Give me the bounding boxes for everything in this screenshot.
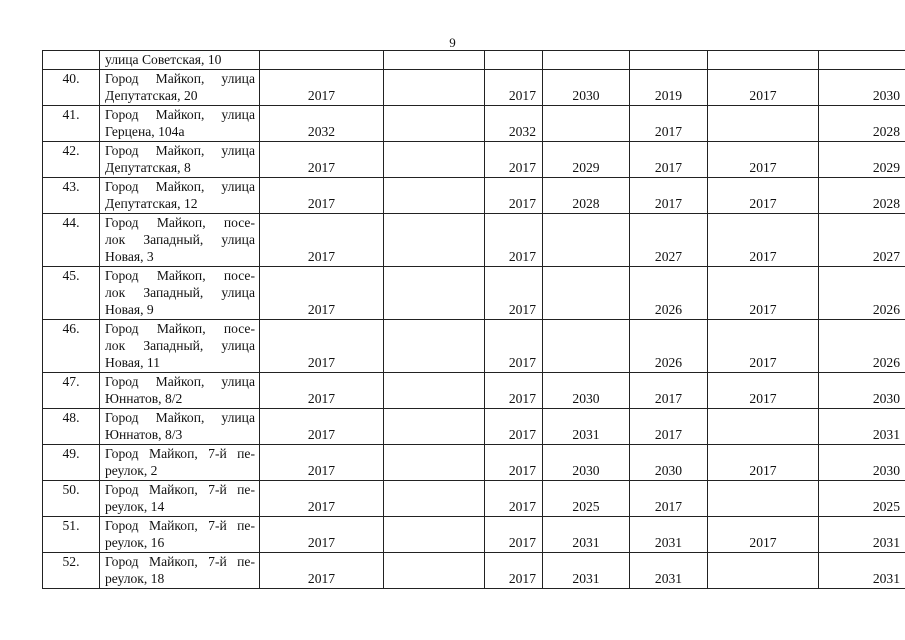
value-cell-c5: 2017 — [630, 373, 708, 409]
address-line: Город Майкоп, посе- — [105, 321, 255, 336]
value-cell-c6: 2017 — [708, 142, 819, 178]
value-cell-c6: 2017 — [708, 373, 819, 409]
address-line: Город Майкоп, улица — [105, 374, 255, 389]
value-cell-c2 — [384, 70, 485, 106]
value-cell-c1: 2017 — [260, 481, 384, 517]
address-line: Юннатов, 8/3 — [105, 427, 183, 442]
value-cell-c1: 2017 — [260, 445, 384, 481]
value-cell-c2 — [384, 373, 485, 409]
value-cell-c7: 2028 — [819, 106, 905, 142]
table-row — [43, 70, 905, 106]
table-row — [43, 51, 905, 70]
row-number-cell — [43, 51, 100, 70]
address-line: реулок, 14 — [105, 499, 165, 514]
value-cell-c3: 2017 — [485, 481, 543, 517]
row-number-cell: 43. — [43, 178, 100, 214]
row-number-cell: 52. — [43, 553, 100, 589]
value-cell-c1: 2017 — [260, 517, 384, 553]
value-cell-c1: 2017 — [260, 214, 384, 267]
address-cell — [100, 51, 260, 70]
value-cell-c1: 2017 — [260, 142, 384, 178]
value-cell-c4: 2031 — [543, 553, 630, 589]
value-cell-c2 — [384, 320, 485, 373]
address-cell — [100, 70, 260, 106]
value-cell-c6 — [708, 409, 819, 445]
value-cell-c6 — [708, 106, 819, 142]
value-cell-c4 — [543, 214, 630, 267]
address-line: Депутатская, 8 — [105, 160, 191, 175]
address-cell — [100, 373, 260, 409]
value-cell-c6 — [708, 553, 819, 589]
value-cell-c2 — [384, 178, 485, 214]
address-cell — [100, 106, 260, 142]
address-cell — [100, 214, 260, 267]
table-body — [43, 51, 905, 589]
value-cell-c7: 2029 — [819, 142, 905, 178]
table-row — [43, 267, 905, 320]
address-line: Город Майкоп, 7-й пе- — [105, 518, 255, 533]
value-cell-c7: 2030 — [819, 445, 905, 481]
address-line: Герцена, 104а — [105, 124, 185, 139]
value-cell-c4: 2029 — [543, 142, 630, 178]
value-cell-c3: 2017 — [485, 214, 543, 267]
value-cell-c4: 2030 — [543, 373, 630, 409]
value-cell-c1: 2032 — [260, 106, 384, 142]
value-cell-c2 — [384, 517, 485, 553]
address-line: Город Майкоп, улица — [105, 143, 255, 158]
value-cell-c3: 2017 — [485, 445, 543, 481]
value-cell-c5: 2017 — [630, 178, 708, 214]
address-line: Город Майкоп, 7-й пе- — [105, 482, 255, 497]
table-row — [43, 373, 905, 409]
table-row — [43, 517, 905, 553]
value-cell-c5: 2017 — [630, 481, 708, 517]
value-cell-c3: 2032 — [485, 106, 543, 142]
value-cell-c6: 2017 — [708, 320, 819, 373]
address-line: реулок, 16 — [105, 535, 165, 550]
address-cell — [100, 553, 260, 589]
value-cell-c3: 2017 — [485, 409, 543, 445]
address-line: реулок, 2 — [105, 463, 158, 478]
value-cell-c7: 2030 — [819, 70, 905, 106]
table-row — [43, 445, 905, 481]
value-cell-c2 — [384, 409, 485, 445]
address-cell — [100, 178, 260, 214]
value-cell-c4: 2030 — [543, 70, 630, 106]
address-line: Город Майкоп, улица — [105, 410, 255, 425]
value-cell-c2 — [384, 267, 485, 320]
address-cell — [100, 517, 260, 553]
row-number-cell: 44. — [43, 214, 100, 267]
value-cell-c5: 2027 — [630, 214, 708, 267]
address-line: реулок, 18 — [105, 571, 165, 586]
value-cell-c5: 2026 — [630, 267, 708, 320]
row-number-cell: 47. — [43, 373, 100, 409]
address-line: Депутатская, 20 — [105, 88, 198, 103]
value-cell-c4 — [543, 267, 630, 320]
value-cell-c2 — [384, 214, 485, 267]
value-cell-c1: 2017 — [260, 320, 384, 373]
value-cell-c3: 2017 — [485, 267, 543, 320]
value-cell-c3: 2017 — [485, 142, 543, 178]
value-cell-c2 — [384, 481, 485, 517]
value-cell-c6: 2017 — [708, 445, 819, 481]
value-cell-c6: 2017 — [708, 214, 819, 267]
address-cell — [100, 320, 260, 373]
value-cell — [543, 51, 630, 70]
row-number-cell: 51. — [43, 517, 100, 553]
value-cell — [485, 51, 543, 70]
value-cell-c6: 2017 — [708, 178, 819, 214]
address-line: Юннатов, 8/2 — [105, 391, 183, 406]
row-number-cell: 46. — [43, 320, 100, 373]
value-cell-c7: 2026 — [819, 320, 905, 373]
value-cell-c2 — [384, 553, 485, 589]
table-row — [43, 214, 905, 267]
value-cell-c4 — [543, 320, 630, 373]
value-cell-c4: 2031 — [543, 517, 630, 553]
table-row — [43, 178, 905, 214]
address-cell — [100, 481, 260, 517]
address-line: Город Майкоп, улица — [105, 71, 255, 86]
value-cell-c3: 2017 — [485, 70, 543, 106]
row-number-cell: 41. — [43, 106, 100, 142]
value-cell-c3: 2017 — [485, 553, 543, 589]
value-cell-c7: 2025 — [819, 481, 905, 517]
row-number-cell: 48. — [43, 409, 100, 445]
address-cell — [100, 142, 260, 178]
value-cell-c7: 2026 — [819, 267, 905, 320]
value-cell-c4 — [543, 106, 630, 142]
address-cell — [100, 267, 260, 320]
value-cell-c6: 2017 — [708, 517, 819, 553]
value-cell-c5: 2017 — [630, 106, 708, 142]
value-cell-c5: 2031 — [630, 553, 708, 589]
value-cell-c5: 2030 — [630, 445, 708, 481]
address-line: Депутатская, 12 — [105, 196, 198, 211]
address-line: лок Западный, улица — [105, 232, 255, 247]
address-line: Город Майкоп, 7-й пе- — [105, 446, 255, 461]
value-cell-c1: 2017 — [260, 267, 384, 320]
value-cell — [630, 51, 708, 70]
address-line: Город Майкоп, 7-й пе- — [105, 554, 255, 569]
table-row — [43, 409, 905, 445]
row-number-cell: 40. — [43, 70, 100, 106]
value-cell-c3: 2017 — [485, 320, 543, 373]
value-cell-c4: 2025 — [543, 481, 630, 517]
value-cell-c4: 2030 — [543, 445, 630, 481]
value-cell — [708, 51, 819, 70]
value-cell-c3: 2017 — [485, 517, 543, 553]
value-cell-c1: 2017 — [260, 178, 384, 214]
row-number-cell: 50. — [43, 481, 100, 517]
value-cell-c6 — [708, 481, 819, 517]
value-cell-c3: 2017 — [485, 373, 543, 409]
address-line: Новая, 9 — [105, 302, 154, 317]
address-line: Город Майкоп, посе- — [105, 215, 255, 230]
value-cell-c7: 2031 — [819, 553, 905, 589]
address-line: Город Майкоп, улица — [105, 107, 255, 122]
address-line: Город Майкоп, улица — [105, 179, 255, 194]
address-line: лок Западный, улица — [105, 285, 255, 300]
address-line: Город Майкоп, посе- — [105, 268, 255, 283]
value-cell-c2 — [384, 106, 485, 142]
address-line: улица Советская, 10 — [105, 52, 222, 67]
value-cell-c1: 2017 — [260, 70, 384, 106]
value-cell-c5: 2017 — [630, 142, 708, 178]
value-cell-c1: 2017 — [260, 373, 384, 409]
table-row — [43, 142, 905, 178]
value-cell — [384, 51, 485, 70]
value-cell-c5: 2031 — [630, 517, 708, 553]
table-row — [43, 320, 905, 373]
value-cell-c7: 2027 — [819, 214, 905, 267]
value-cell-c4: 2028 — [543, 178, 630, 214]
value-cell-c5: 2019 — [630, 70, 708, 106]
address-line: Новая, 3 — [105, 249, 154, 264]
value-cell-c5: 2017 — [630, 409, 708, 445]
value-cell — [260, 51, 384, 70]
value-cell-c4: 2031 — [543, 409, 630, 445]
address-line: лок Западный, улица — [105, 338, 255, 353]
value-cell-c7: 2030 — [819, 373, 905, 409]
value-cell-c2 — [384, 142, 485, 178]
address-cell — [100, 445, 260, 481]
table-row — [43, 106, 905, 142]
table-row — [43, 481, 905, 517]
value-cell-c2 — [384, 445, 485, 481]
value-cell-c5: 2026 — [630, 320, 708, 373]
value-cell-c7: 2031 — [819, 409, 905, 445]
value-cell-c3: 2017 — [485, 178, 543, 214]
row-number-cell: 42. — [43, 142, 100, 178]
value-cell-c1: 2017 — [260, 553, 384, 589]
value-cell-c1: 2017 — [260, 409, 384, 445]
row-number-cell: 49. — [43, 445, 100, 481]
value-cell-c7: 2028 — [819, 178, 905, 214]
table-row — [43, 553, 905, 589]
address-cell — [100, 409, 260, 445]
value-cell — [819, 51, 905, 70]
value-cell-c6: 2017 — [708, 70, 819, 106]
row-number-cell: 45. — [43, 267, 100, 320]
page-number: 9 — [449, 35, 456, 50]
value-cell-c7: 2031 — [819, 517, 905, 553]
address-line: Новая, 11 — [105, 355, 161, 370]
value-cell-c6: 2017 — [708, 267, 819, 320]
data-table — [42, 50, 905, 589]
